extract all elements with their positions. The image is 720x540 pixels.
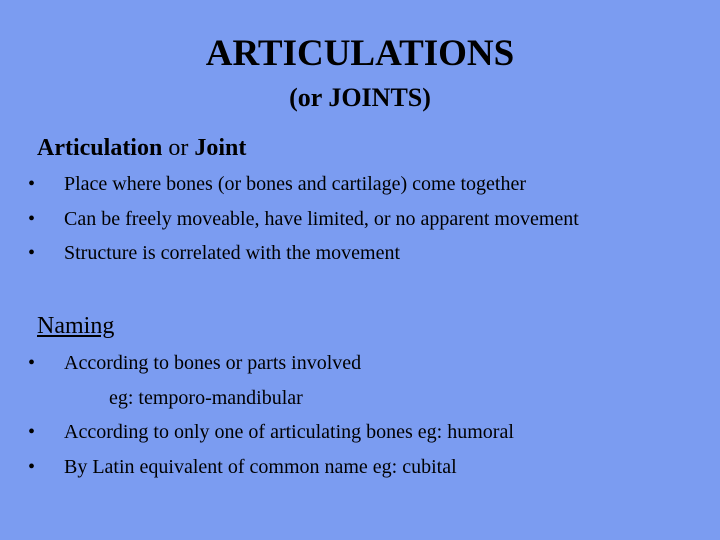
list-item	[28, 167, 579, 202]
heading-connector: or	[162, 135, 195, 161]
list-item-text: Structure is correlated with the movement	[64, 242, 401, 264]
heading-term-joint: Joint	[194, 135, 247, 161]
list-item-text: Can be freely moveable, have limited, or no apparent movement	[64, 207, 579, 230]
section-heading-naming: Naming	[37, 313, 115, 339]
list-item-continuation	[28, 381, 514, 416]
list-item-text: According to only one of articulating bones eg: humoral	[64, 421, 514, 443]
bullet-icon: •	[28, 421, 36, 443]
list-item-text: According to bones or parts involved	[64, 352, 362, 374]
list-item	[28, 236, 579, 271]
bullet-icon: •	[28, 173, 36, 195]
list-item-text: Place where bones (or bones and cartilage) come together	[64, 173, 527, 195]
list-item	[28, 450, 514, 485]
section-heading-articulation	[37, 133, 246, 163]
bullet-icon: •	[28, 455, 36, 478]
bullet-icon: •	[28, 352, 36, 374]
list-item	[28, 346, 514, 381]
slide-title: ARTICULATIONS	[205, 33, 515, 74]
bullet-icon: •	[28, 207, 36, 230]
articulation-bullet-list	[28, 167, 579, 271]
heading-term-articulation: Articulation	[37, 135, 163, 161]
list-item	[28, 202, 579, 237]
naming-bullet-list	[28, 346, 514, 484]
list-item-text: By Latin equivalent of common name eg: cubital	[64, 455, 457, 478]
list-item-text: eg: temporo-mandibular	[109, 386, 303, 409]
bullet-icon: •	[28, 242, 36, 264]
list-item	[28, 415, 514, 450]
slide-subtitle: (or JOINTS)	[289, 83, 431, 112]
